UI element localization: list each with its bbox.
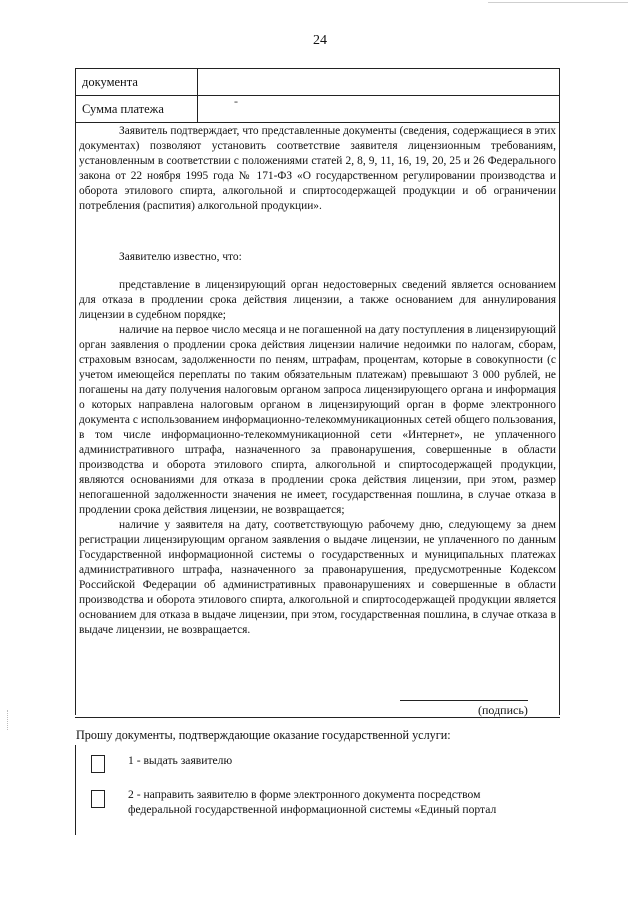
left-frame-rule: [75, 745, 76, 835]
option-1-label: 1 - выдать заявителю: [128, 754, 233, 767]
known-item: наличие у заявителя на дату, соответствующую рабочему дню, следующему за днем регистрации лицензирующим органом заявления о выдаче лицензии, не уплаченного по данным Государственной информационной системы о государственных и муниципальных платежах административного штрафа, назначенного за правонарушения, предусмотренные Кодексом Российской Федерации об административных правонарушениях и совершенные в области производства и оборота этилового спирта, алкогольной и спиртосодержащей продукции является основанием для отказа в выдаче лицензии, при этом, государственная пошлина, в случае отказа в выдаче лицензии, не возвращается.: [79, 519, 556, 636]
table-row: [76, 69, 559, 96]
margin-marks: [7, 710, 12, 730]
option-1-checkbox[interactable]: [91, 755, 105, 773]
handwritten-mark: -: [234, 94, 238, 108]
row-value-document: [198, 69, 559, 95]
signature-line[interactable]: [400, 700, 528, 701]
confirmation-paragraph: [79, 124, 556, 214]
known-intro-text: Заявителю известно, что:: [119, 251, 242, 263]
known-item: представление в лицензирующий орган недостоверных сведений является основанием для отказа в продлении срока действия лицензии, а также основанием для аннулирования лицензии в судебном порядке;: [79, 279, 556, 321]
option-2-checkbox[interactable]: [91, 790, 105, 808]
known-intro: [79, 250, 556, 265]
payment-table: [75, 68, 560, 123]
row-value-payment-amount: [198, 96, 559, 122]
top-rule: [488, 2, 628, 3]
row-label-payment-amount: Сумма платежа: [76, 96, 198, 122]
known-items: [79, 278, 556, 638]
table-row: [76, 96, 559, 122]
known-item: наличие на первое число месяца и не погашенной на дату поступления в лицензирующий орган заявления о продлении срока действия лицензии наличие недоимки по налогам, сборам, страховым взносам, задолженности по пеням, штрафам, процентам, которые в совокупности (с учетом имеющейся переплаты по таким обязательным платежам) превышают 3 000 рублей, не погашены на дату получения налоговым органом запроса лицензирующего органа и информация о которых направлена налоговым органом в лицензирующий орган в форме электронного документа с использованием информационно-телекоммуникационных сетей общего пользования, в том числе информационно-телекоммуникационной сети «Интернет», не уплаченного административного штрафа, назначенного за правонарушения, совершенные в области производства и оборота этилового спирта, алкогольной и спиртосодержащей продукции, являются основаниями для отказа в продлении срока действия лицензии, при этом, размер непогашенной задолженности значения не имеет, государственная пошлина, в случае отказа в продлении срока действия лицензии, не возвращается;: [79, 324, 556, 516]
confirmation-text: Заявитель подтверждает, что представленные документы (сведения, содержащиеся в этих документах) позволяют установить соответствие заявителя лицензионным требованиям, установленным в соответствии с положениями статей 2, 8, 9, 11, 16, 19, 20, 25 и 26 Федерального закона от 22 ноября 1995 года № 171-ФЗ «О государственном регулировании производства и оборота этилового спирта, алкогольной и спиртосодержащей продукции и об ограничении потребления (распития) алкогольной продукции».: [79, 125, 556, 212]
signature-label: (подпись): [478, 703, 528, 717]
option-2-label: 2 - направить заявителю в форме электронного документа посредством федеральной государственной информационной системы «Единый портал: [128, 788, 497, 816]
row-label-document: документа: [76, 69, 198, 95]
frame-bottom-rule: [75, 717, 560, 718]
page-number: 24: [313, 33, 327, 48]
request-text: Прошу документы, подтверждающие оказание государственной услуги:: [76, 728, 451, 742]
